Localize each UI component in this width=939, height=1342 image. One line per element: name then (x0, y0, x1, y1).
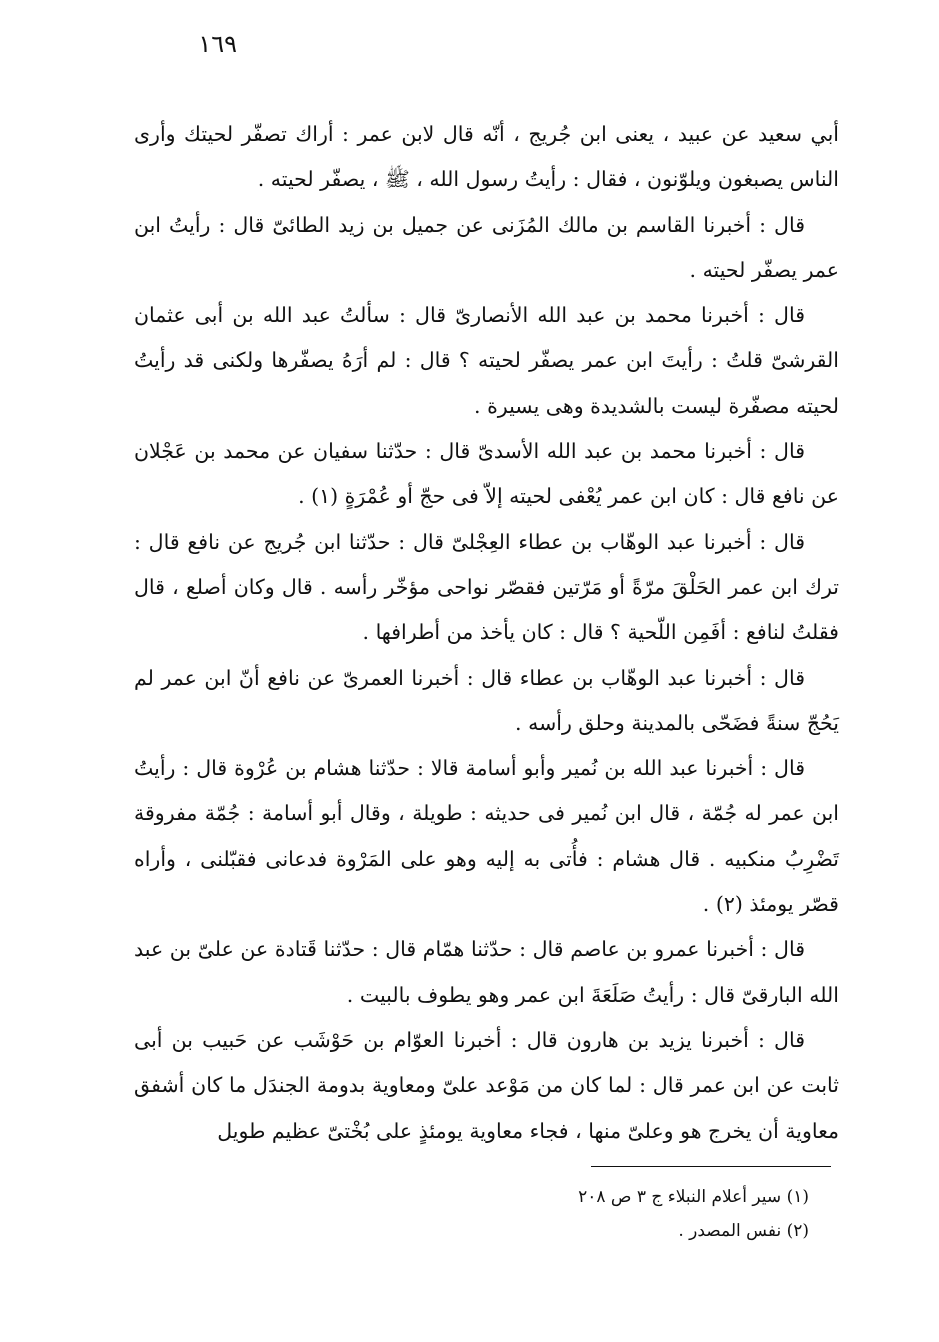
paragraph: قال : أخبرنا عبد الله بن نُمير وأبو أسامة قالا : حدّثنا هشام بن عُرْوة قال : رأيتُ ابن عمر له جُمّة ، قال ابن نُمير فى حديثه : طويلة ، وقال أبو أسامة : جُمّة مفروقة تَضْرِبُ منكبيه . قال هشام : فأُتى به إليه وهو على المَرْوة فدعانى فقبّلنى ، وأراه قصّر يومئذ (٢) . (134, 756, 839, 917)
paragraph: قال : أخبرنا عبد الوهّاب بن عطاء العِجْلىّ قال : حدّثنا ابن جُريج عن نافع قال : ترك ابن عمر الحَلْقَ مرّةً أو مَرّتين فقصّر نواحى مؤخّر رأسه . قال وكان أصلع ، قال فقلتُ لنافع : أفَمِن اللّحية ؟ قال : كان يأخذ من أطرافها . (134, 529, 839, 645)
paragraph: قال : أخبرنا يزيد بن هارون قال : أخبرنا العوّام بن حَوْشَب عن حَبيب بن أبى ثابت عن ابن عمر قال : لما كان من مَوْعد علىّ ومعاوية بدومة الجندَل ما كان أشفق معاوية أن يخرج هو وعلىّ منها ، فجاء معاوية يومئذٍ على بُخْتىّ عظيم طويل (134, 1027, 839, 1143)
paragraph: قال : أخبرنا عبد الوهّاب بن عطاء قال : أخبرنا العمرىّ عن نافع أنّ ابن عمر لم يَحُجّ سنةً فضَحّى بالمدينة وحلق رأسه . (134, 665, 839, 735)
footnote: (٢) نفس المصدر . (678, 1221, 809, 1241)
paragraph: قال : أخبرنا محمد بن عبد الله الأنصارىّ قال : سألتُ عبد الله بن أبى عثمان القرشىّ قلتُ : رأيتَ ابن عمر يصفّر لحيته ؟ قال : لم أرَهُ يصفّرها ولكنى قد رأيتُ لحيته مصفّرة ليست بالشديدة وهى يسيرة . (134, 303, 839, 418)
footnote-separator (591, 1166, 831, 1167)
footnote: (١) سير أعلام النبلاء ج ٣ ص ٢٠٨ (578, 1187, 809, 1207)
paragraph: أبي سعيد عن عبيد ، يعنى ابن جُريج ، أنّه قال لابن عمر : أراك تصفّر لحيتك وأرى الناس يصبغون ويلوّنون ، فقال : رأيتُ رسول الله ، ﷺ ، يصفّر لحيته . (134, 122, 839, 192)
page-number: ١٦٩ (198, 30, 237, 58)
main-text (134, 112, 839, 1154)
paragraph: قال : أخبرنا محمد بن عبد الله الأسدىّ قال : حدّثنا سفيان عن محمد بن عَجْلان عن نافع قال : كان ابن عمر يُعْفى لحيته إلاّ فى حجّ أو عُمْرَةٍ (١) . (134, 439, 839, 509)
paragraph: قال : أخبرنا عمرو بن عاصم قال : حدّثنا همّام قال : حدّثنا قَتادة عن علىّ بن عبد الله البارقىّ قال : رأيتُ صَلَعَةَ ابن عمر وهو يطوف بالبيت . (134, 937, 839, 1007)
footnotes (409, 1180, 809, 1248)
paragraph: قال : أخبرنا القاسم بن مالك المُزَنى عن جميل بن زيد الطائىّ قال : رأيتُ ابن عمر يصفّر لحيته . (134, 212, 839, 282)
